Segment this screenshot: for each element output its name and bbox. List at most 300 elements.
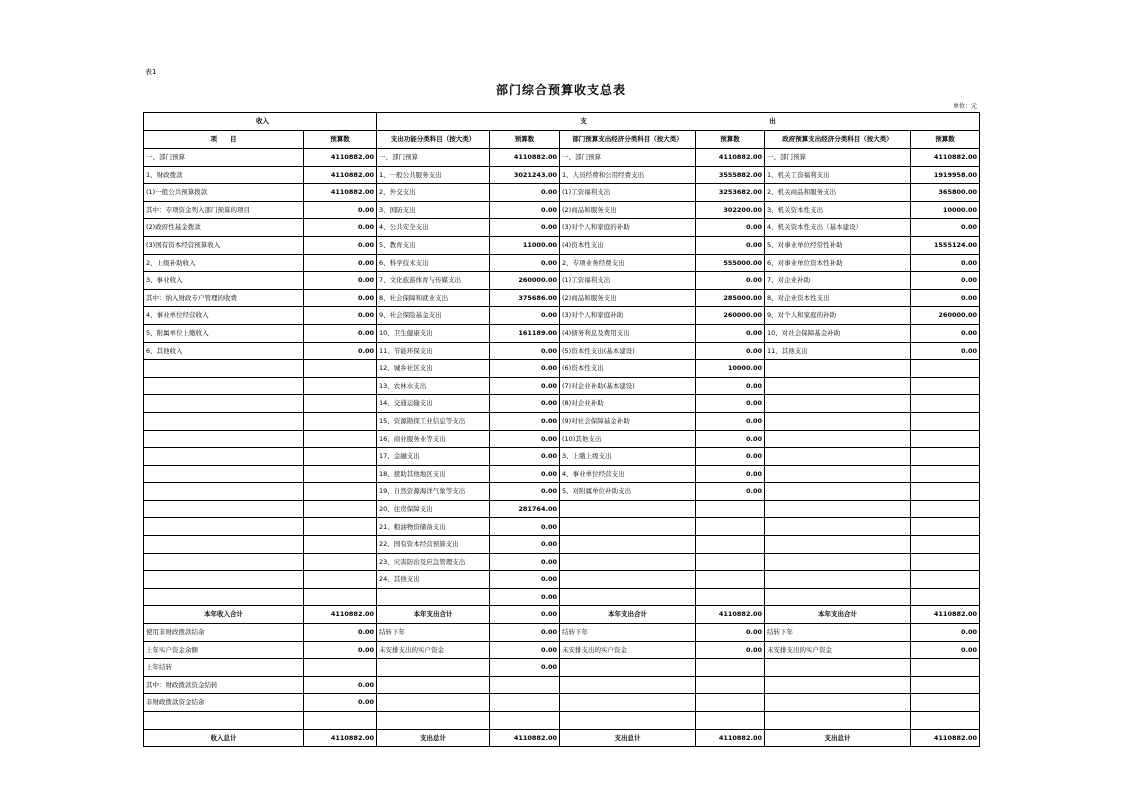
item-cell <box>560 500 696 518</box>
item-cell <box>377 676 490 694</box>
item-cell: 6、科学技术支出 <box>377 254 490 272</box>
amount-cell: 0.00 <box>911 289 980 307</box>
amount-cell <box>696 588 765 606</box>
item-cell <box>765 659 911 677</box>
item-cell: (2)商品和服务支出 <box>560 289 696 307</box>
item-cell: 1、一般公共服务支出 <box>377 166 490 184</box>
item-cell: (3)国有资本经营预算收入 <box>144 236 304 254</box>
item-cell: (9)对社会保障基金补助 <box>560 412 696 430</box>
amount-cell <box>696 659 765 677</box>
col-header: 政府预算支出经济分类科目（按大类） <box>765 131 911 149</box>
amount-cell <box>304 395 377 413</box>
amount-cell: 0.00 <box>490 624 560 642</box>
item-cell: (4)资本性支出 <box>560 236 696 254</box>
amount-cell: 0.00 <box>911 624 980 642</box>
col-header: 支出功能分类科目（按大类） <box>377 131 490 149</box>
amount-cell <box>304 659 377 677</box>
table-row <box>144 641 980 659</box>
table-row <box>144 571 980 589</box>
item-cell: (1)工资福利支出 <box>560 272 696 290</box>
amount-cell: 260000.00 <box>490 272 560 290</box>
table-row <box>144 518 980 536</box>
table-row <box>144 694 980 712</box>
item-cell <box>560 518 696 536</box>
amount-cell: 4110882.00 <box>304 166 377 184</box>
amount-cell: 0.00 <box>911 219 980 237</box>
item-cell: 使用非财政拨款结余 <box>144 624 304 642</box>
amount-cell <box>304 553 377 571</box>
unit-label: 单位：元 <box>952 103 977 110</box>
amount-cell: 555000.00 <box>696 254 765 272</box>
item-cell: 23、灾害防治及应急管理支出 <box>377 553 490 571</box>
item-cell <box>144 430 304 448</box>
item-cell: (8)对企业补助 <box>560 395 696 413</box>
item-cell: 19、自然资源海洋气象等支出 <box>377 483 490 501</box>
item-cell: 1、机关工资福利支出 <box>765 166 911 184</box>
amount-cell: 0.00 <box>490 201 560 219</box>
table-label: 表1 <box>145 68 157 76</box>
amount-cell: 0.00 <box>696 324 765 342</box>
amount-cell <box>696 712 765 730</box>
item-cell: 11、节能环保支出 <box>377 342 490 360</box>
item-cell <box>144 536 304 554</box>
amount-cell: 4110882.00 <box>696 729 765 747</box>
amount-cell <box>304 588 377 606</box>
page-title: 部门综合预算收支总表 <box>495 83 626 97</box>
item-cell: (5)资本性支出(基本建设) <box>560 342 696 360</box>
amount-cell: 0.00 <box>304 324 377 342</box>
item-cell: (2)商品和服务支出 <box>560 201 696 219</box>
item-cell: 支出总计 <box>765 729 911 747</box>
item-cell: 11、其他支出 <box>765 342 911 360</box>
item-cell: (3)对个人和家庭补助 <box>560 307 696 325</box>
amount-cell <box>696 694 765 712</box>
item-cell: 未安排支出的实户资金 <box>765 641 911 659</box>
amount-cell <box>304 536 377 554</box>
amount-cell <box>696 676 765 694</box>
amount-cell <box>696 500 765 518</box>
column-header-row <box>144 131 980 149</box>
item-cell <box>765 553 911 571</box>
col-header: 项 目 <box>144 131 304 149</box>
item-cell: 非财政拨款资金结余 <box>144 694 304 712</box>
item-cell: 1、人员经费和公用经费支出 <box>560 166 696 184</box>
item-cell <box>144 377 304 395</box>
item-cell: 其中：纳入财政专户管理的收费 <box>144 289 304 307</box>
amount-cell: 0.00 <box>696 219 765 237</box>
amount-cell: 0.00 <box>304 342 377 360</box>
amount-cell: 0.00 <box>696 377 765 395</box>
item-cell: 本年收入合计 <box>144 606 304 624</box>
item-cell: 6、其他收入 <box>144 342 304 360</box>
amount-cell <box>911 360 980 378</box>
item-cell: 5、附属单位上缴收入 <box>144 324 304 342</box>
table-row <box>144 676 980 694</box>
item-cell <box>377 694 490 712</box>
item-cell <box>144 571 304 589</box>
table-row <box>144 166 980 184</box>
amount-cell: 0.00 <box>490 641 560 659</box>
item-cell <box>560 694 696 712</box>
amount-cell: 0.00 <box>304 289 377 307</box>
amount-cell: 0.00 <box>304 694 377 712</box>
amount-cell: 0.00 <box>696 624 765 642</box>
table-row <box>144 659 980 677</box>
amount-cell: 0.00 <box>490 254 560 272</box>
grand-total-row <box>144 729 980 747</box>
item-cell: 4、事业单位经营支出 <box>560 465 696 483</box>
table-row <box>144 324 980 342</box>
item-cell: 13、农林水支出 <box>377 377 490 395</box>
item-cell: 未安排支出的实户资金 <box>560 641 696 659</box>
amount-cell <box>911 412 980 430</box>
item-cell <box>560 536 696 554</box>
amount-cell: 0.00 <box>490 360 560 378</box>
amount-cell: 0.00 <box>911 254 980 272</box>
amount-cell: 0.00 <box>911 641 980 659</box>
item-cell: 6、对事业单位资本性补助 <box>765 254 911 272</box>
item-cell: 5、对事业单位经常性补助 <box>765 236 911 254</box>
item-cell: (2)政府性基金拨款 <box>144 219 304 237</box>
item-cell <box>144 448 304 466</box>
table-row <box>144 289 980 307</box>
item-cell: 结转下年 <box>377 624 490 642</box>
item-cell: 8、社会保障和就业支出 <box>377 289 490 307</box>
item-cell: 16、商业服务业等支出 <box>377 430 490 448</box>
table-row <box>144 184 980 202</box>
amount-cell <box>304 500 377 518</box>
item-cell: 4、事业单位经营收入 <box>144 307 304 325</box>
amount-cell: 302200.00 <box>696 201 765 219</box>
amount-cell <box>911 377 980 395</box>
amount-cell: 0.00 <box>490 536 560 554</box>
amount-cell: 3021243.00 <box>490 166 560 184</box>
table-row <box>144 448 980 466</box>
amount-cell <box>911 483 980 501</box>
amount-cell: 0.00 <box>911 272 980 290</box>
amount-cell: 0.00 <box>304 254 377 272</box>
amount-cell: 0.00 <box>490 342 560 360</box>
item-cell: (7)对企业补助(基本建设) <box>560 377 696 395</box>
amount-cell: 10000.00 <box>911 201 980 219</box>
item-cell: 未安排支出的实户资金 <box>377 641 490 659</box>
item-cell: (1)一般公共预算拨款 <box>144 184 304 202</box>
table-row <box>144 236 980 254</box>
item-cell: 3、国防支出 <box>377 201 490 219</box>
amount-cell: 4110882.00 <box>911 729 980 747</box>
amount-cell: 0.00 <box>490 184 560 202</box>
table-row <box>144 624 980 642</box>
amount-cell: 0.00 <box>490 518 560 536</box>
item-cell <box>765 430 911 448</box>
amount-cell: 0.00 <box>696 412 765 430</box>
amount-cell <box>911 553 980 571</box>
item-cell: 本年支出合计 <box>765 606 911 624</box>
item-cell <box>765 500 911 518</box>
item-cell <box>144 518 304 536</box>
amount-cell: 0.00 <box>490 448 560 466</box>
col-header: 预算数 <box>911 131 980 149</box>
amount-cell: 3555882.00 <box>696 166 765 184</box>
item-cell <box>560 588 696 606</box>
item-cell: 本年支出合计 <box>377 606 490 624</box>
item-cell: 支出总计 <box>377 729 490 747</box>
amount-cell: 4110882.00 <box>696 606 765 624</box>
table-row <box>144 553 980 571</box>
item-cell: 一、部门预算 <box>377 149 490 167</box>
amount-cell: 0.00 <box>304 219 377 237</box>
item-cell <box>765 588 911 606</box>
amount-cell <box>911 571 980 589</box>
item-cell <box>144 500 304 518</box>
table-row <box>144 360 980 378</box>
item-cell <box>377 712 490 730</box>
table-row <box>144 395 980 413</box>
item-cell: 5、教育支出 <box>377 236 490 254</box>
item-cell: 10、卫生健康支出 <box>377 324 490 342</box>
item-cell <box>560 553 696 571</box>
amount-cell: 1555124.00 <box>911 236 980 254</box>
item-cell <box>144 588 304 606</box>
item-cell: (4)债务利息及费用支出 <box>560 324 696 342</box>
amount-cell: 0.00 <box>490 307 560 325</box>
item-cell: 9、对个人和家庭的补助 <box>765 307 911 325</box>
table-row <box>144 254 980 272</box>
amount-cell: 0.00 <box>490 430 560 448</box>
amount-cell <box>911 536 980 554</box>
item-cell <box>765 360 911 378</box>
item-cell: 结转下年 <box>765 624 911 642</box>
item-cell: 12、城乡社区支出 <box>377 360 490 378</box>
amount-cell: 260000.00 <box>911 307 980 325</box>
amount-cell: 0.00 <box>490 465 560 483</box>
year-total-row <box>144 606 980 624</box>
item-cell <box>377 659 490 677</box>
item-cell: 上年结转 <box>144 659 304 677</box>
table-row <box>144 500 980 518</box>
item-cell: 3、上缴上级支出 <box>560 448 696 466</box>
item-cell: 8、对企业资本性支出 <box>765 289 911 307</box>
amount-cell: 285000.00 <box>696 289 765 307</box>
amount-cell: 0.00 <box>304 201 377 219</box>
amount-cell: 0.00 <box>696 430 765 448</box>
item-cell <box>765 395 911 413</box>
amount-cell <box>304 518 377 536</box>
item-cell: 本年支出合计 <box>560 606 696 624</box>
item-cell <box>144 483 304 501</box>
item-cell: (6)资本性支出 <box>560 360 696 378</box>
col-header: 预算数 <box>490 131 560 149</box>
amount-cell: 281764.00 <box>490 500 560 518</box>
item-cell: 18、援助其他地区支出 <box>377 465 490 483</box>
table-row <box>144 201 980 219</box>
item-cell <box>560 712 696 730</box>
amount-cell <box>490 694 560 712</box>
amount-cell <box>304 448 377 466</box>
item-cell <box>144 553 304 571</box>
col-header: 部门预算支出经济分类科目（按大类） <box>560 131 696 149</box>
item-cell: 2、上级补助收入 <box>144 254 304 272</box>
amount-cell <box>911 500 980 518</box>
item-cell: (1)工资福利支出 <box>560 184 696 202</box>
amount-cell: 3253682.00 <box>696 184 765 202</box>
amount-cell <box>304 430 377 448</box>
item-cell <box>765 571 911 589</box>
item-cell <box>765 676 911 694</box>
item-cell <box>765 712 911 730</box>
item-cell <box>765 483 911 501</box>
table-row <box>144 307 980 325</box>
col-header: 预算数 <box>304 131 377 149</box>
item-cell: 4、公共安全支出 <box>377 219 490 237</box>
item-cell: 7、对企业补助 <box>765 272 911 290</box>
amount-cell <box>304 360 377 378</box>
amount-cell: 0.00 <box>696 483 765 501</box>
item-cell: 7、文化旅游体育与传媒支出 <box>377 272 490 290</box>
item-cell: 2、外交支出 <box>377 184 490 202</box>
amount-cell: 0.00 <box>490 395 560 413</box>
amount-cell: 0.00 <box>696 342 765 360</box>
amount-cell: 0.00 <box>304 624 377 642</box>
amount-cell <box>911 694 980 712</box>
amount-cell <box>304 712 377 730</box>
amount-cell <box>911 712 980 730</box>
amount-cell <box>911 659 980 677</box>
amount-cell <box>696 571 765 589</box>
amount-cell: 0.00 <box>911 324 980 342</box>
amount-cell: 260000.00 <box>696 307 765 325</box>
item-cell: (3)对个人和家庭的补助 <box>560 219 696 237</box>
amount-cell: 0.00 <box>304 236 377 254</box>
item-cell <box>765 465 911 483</box>
item-cell <box>144 395 304 413</box>
amount-cell: 11000.00 <box>490 236 560 254</box>
amount-cell: 4110882.00 <box>304 184 377 202</box>
table-row <box>144 588 980 606</box>
item-cell: 一、部门预算 <box>765 149 911 167</box>
item-cell: 结转下年 <box>560 624 696 642</box>
amount-cell <box>911 448 980 466</box>
amount-cell: 1919958.00 <box>911 166 980 184</box>
item-cell <box>144 465 304 483</box>
table-row <box>144 219 980 237</box>
item-cell <box>560 659 696 677</box>
item-cell <box>765 518 911 536</box>
amount-cell: 0.00 <box>304 272 377 290</box>
amount-cell: 4110882.00 <box>911 149 980 167</box>
amount-cell <box>304 377 377 395</box>
item-cell: 收入总计 <box>144 729 304 747</box>
item-cell: 9、社会保险基金支出 <box>377 307 490 325</box>
item-cell: 2、机关商品和服务支出 <box>765 184 911 202</box>
item-cell: 2、专项业务经费支出 <box>560 254 696 272</box>
amount-cell: 4110882.00 <box>911 606 980 624</box>
item-cell <box>765 536 911 554</box>
budget-table <box>143 112 980 747</box>
item-cell <box>765 448 911 466</box>
amount-cell: 365800.00 <box>911 184 980 202</box>
amount-cell: 0.00 <box>490 588 560 606</box>
amount-cell: 0.00 <box>490 412 560 430</box>
table-row <box>144 465 980 483</box>
amount-cell <box>911 430 980 448</box>
item-cell: 其中：专项资金列入部门预算的项目 <box>144 201 304 219</box>
amount-cell <box>304 571 377 589</box>
amount-cell: 4110882.00 <box>304 149 377 167</box>
amount-cell: 0.00 <box>490 483 560 501</box>
amount-cell: 0.00 <box>696 641 765 659</box>
amount-cell: 0.00 <box>696 236 765 254</box>
group-header-row <box>144 113 980 131</box>
item-cell <box>765 412 911 430</box>
table-row <box>144 377 980 395</box>
amount-cell <box>911 676 980 694</box>
item-cell <box>144 712 304 730</box>
amount-cell <box>490 712 560 730</box>
amount-cell <box>304 483 377 501</box>
amount-cell: 4110882.00 <box>490 729 560 747</box>
item-cell <box>560 676 696 694</box>
amount-cell: 0.00 <box>490 606 560 624</box>
item-cell <box>765 694 911 712</box>
item-cell <box>560 571 696 589</box>
amount-cell: 10000.00 <box>696 360 765 378</box>
item-cell: 上年实户资金余额 <box>144 641 304 659</box>
amount-cell <box>304 412 377 430</box>
item-cell: 一、部门预算 <box>144 149 304 167</box>
item-cell <box>377 588 490 606</box>
item-cell: 3、事业收入 <box>144 272 304 290</box>
amount-cell: 0.00 <box>696 272 765 290</box>
amount-cell: 0.00 <box>696 465 765 483</box>
item-cell: (10)其他支出 <box>560 430 696 448</box>
item-cell: 支出总计 <box>560 729 696 747</box>
item-cell: 10、对社会保障基金补助 <box>765 324 911 342</box>
amount-cell: 0.00 <box>490 377 560 395</box>
table-row <box>144 483 980 501</box>
amount-cell: 0.00 <box>696 448 765 466</box>
amount-cell: 161189.00 <box>490 324 560 342</box>
table-row <box>144 712 980 730</box>
amount-cell: 4110882.00 <box>696 149 765 167</box>
item-cell: 1、财政拨款 <box>144 166 304 184</box>
amount-cell <box>911 395 980 413</box>
amount-cell: 0.00 <box>304 307 377 325</box>
item-cell: 14、交通运输支出 <box>377 395 490 413</box>
amount-cell <box>490 676 560 694</box>
amount-cell: 0.00 <box>696 395 765 413</box>
item-cell: 17、金融支出 <box>377 448 490 466</box>
amount-cell: 0.00 <box>490 571 560 589</box>
table-row <box>144 430 980 448</box>
amount-cell <box>304 465 377 483</box>
col-header: 预算数 <box>696 131 765 149</box>
amount-cell: 0.00 <box>304 641 377 659</box>
item-cell: 一、部门预算 <box>560 149 696 167</box>
amount-cell: 0.00 <box>911 342 980 360</box>
amount-cell <box>696 553 765 571</box>
table-row <box>144 272 980 290</box>
amount-cell: 0.00 <box>490 659 560 677</box>
amount-cell: 4110882.00 <box>304 729 377 747</box>
item-cell: 20、住房保障支出 <box>377 500 490 518</box>
amount-cell: 4110882.00 <box>304 606 377 624</box>
table-row <box>144 149 980 167</box>
amount-cell <box>911 588 980 606</box>
amount-cell <box>911 518 980 536</box>
amount-cell: 0.00 <box>490 219 560 237</box>
item-cell: 4、机关资本性支出（基本建设） <box>765 219 911 237</box>
